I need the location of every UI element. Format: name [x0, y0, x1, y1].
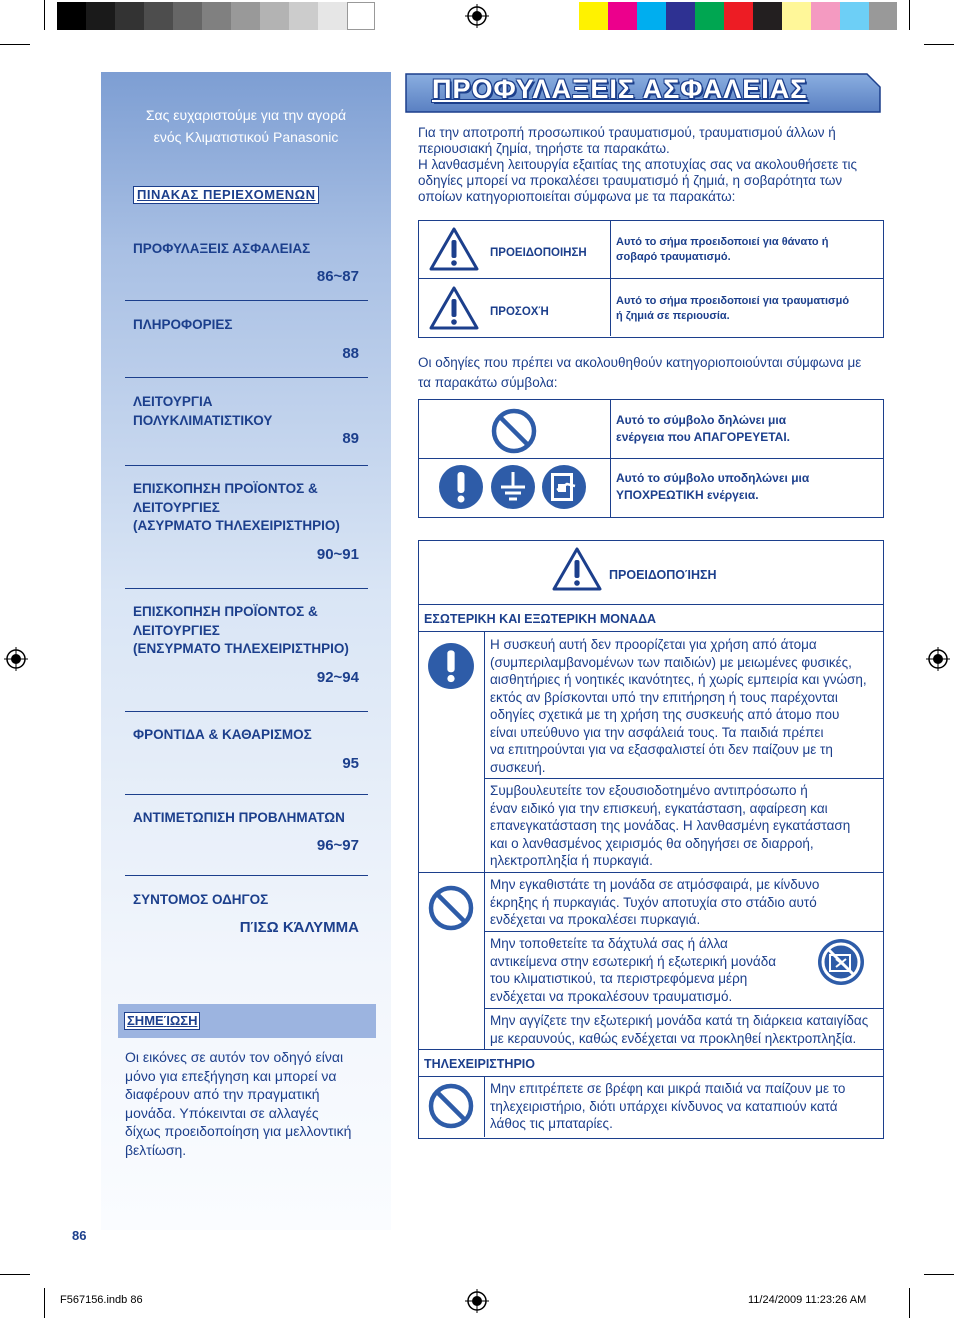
prohibited-icon — [427, 884, 475, 932]
section-heading-units: ΕΣΩΤΕΡΙΚΗ ΚΑΙ ΕΞΩΤΕΡΙΚΗ ΜΟΝΑΔΑ — [424, 612, 657, 626]
toc-divider — [125, 300, 368, 301]
mandatory-exclamation-icon — [427, 642, 475, 690]
toc-item-label[interactable]: ΑΝΤΙΜΕΤΩΠΙΣΗ ΠΡΟΒΛΗΜΑΤΩΝ — [133, 810, 345, 825]
toc-divider — [125, 794, 368, 795]
caution-triangle-icon — [428, 285, 480, 331]
prohibited-icon — [427, 1082, 475, 1130]
registration-mark-icon — [465, 1289, 489, 1313]
mandatory-desc: Αυτό το σύμβολο υποδηλώνει μια ΥΠΟΧΡΕΩΤΙΚΗ ενέργεια. — [616, 471, 810, 502]
registration-mark-icon — [926, 647, 950, 671]
page-title: ΠΡΟΦΥΛΑΞΕΙΣ ΑΣΦΑΛΕΙΑΣ — [432, 74, 808, 104]
toc-item-label[interactable]: ΕΠΙΣΚΟΠΗΣΗ ΠΡΟΪΟΝΤΟΣ & ΛΕΙΤΟΥΡΓΙΕΣ (ΕΝΣΥΡΜΑΤΟ ΤΗΛΕΧΕΙΡΙΣΤΗΡΙΟ) — [133, 604, 349, 656]
prohibited-desc: Αυτό το σύμβολο δηλώνει μια ενέργεια που ΑΠΑΓΟΡΕΥΕΤΑΙ. — [616, 413, 791, 444]
prohibited-icon — [490, 407, 538, 455]
toc-item-page: 96~97 — [316, 837, 359, 854]
warning-row-text: Η συσκευή αυτή δεν προορίζεται για χρήση από άτομα (συμπεριλαμβανομένων των παιδιών) με μειωμένες φυσικές, αισθητήριες ή νοητικές ικανότητες, ή χωρίς εμπειρία και γνώση, εκτός αν βρίσκονται υπό την επιτήρηση ή τους παρέχονται οδηγίες σχετικά με τη χρήση της συσκευής από άτομο που είναι υπεύθυνο για την ασφάλειά τους. Τα παιδιά πρέπει να επιτηρούνται για να εξασφαλιστεί ότι δεν παίζουν με τη συσκευή. — [490, 637, 867, 775]
warning-row-text: Μην αγγίζετε την εξωτερική μονάδα κατά τη διάρκεια καταιγίδας με κεραυνούς, καθώς ενδέχεται να προκληθεί ηλεκτροπληξία. — [490, 1013, 869, 1046]
note-text: Οι εικόνες σε αυτόν τον οδηγό είναι μόνο για επεξήγηση και μπορεί να διαφέρουν από την πραγματική μονάδα. Υπόκεινται σε αλλαγές δίχως προειδοποίηση για μελλοντική βελτίωση. — [125, 1049, 352, 1158]
registration-mark-icon — [4, 647, 28, 671]
warning-level-desc: Αυτό το σήμα προειδοποιεί για θάνατο ή σοβαρό τραυματισμό. — [616, 236, 829, 263]
toc-item-label[interactable]: ΣΥΝΤΟΜΟΣ ΟΔΗΓΟΣ — [133, 892, 269, 907]
registration-mark-icon — [465, 4, 489, 28]
toc-item-label[interactable]: ΠΡΟΦΥΛΑΞΕΙΣ ΑΣΦΑΛΕΙΑΣ — [133, 241, 311, 256]
toc-item-page: 92~94 — [316, 669, 359, 686]
toc-item-label[interactable]: ΠΛΗΡΟΦΟΡΙΕΣ — [133, 317, 233, 332]
warning-triangle-icon — [551, 546, 603, 592]
warning-row-text: Μην επιτρέπετε σε βρέφη και μικρά παιδιά να παίζουν με το τηλεχειριστήριο, διότι υπάρχει κίνδυνος να καταπιούν κατά λάθος τις μπαταρίες. — [490, 1081, 846, 1131]
section-heading-remote: ΤΗΛΕΧΕΙΡΙΣΤΗΡΙΟ — [424, 1057, 535, 1071]
note-heading: ΣΗΜΕΊΩΣΗ — [124, 1012, 200, 1030]
no-fingers-fan-icon — [816, 937, 866, 987]
toc-item-label[interactable]: ΦΡΟΝΤΙΔΑ & ΚΑΘΑΡΙΣΜΟΣ — [133, 727, 312, 742]
toc-item-page: 95 — [342, 755, 359, 772]
warning-row-text: Μην τοποθετείτε τα δάχτυλά σας ή άλλα αντικείμενα στην εσωτερική ή εξωτερική μονάδα του κλιματιστικού, τα περιστρεφόμενα μέρη ενδέχεται να προκαλέσουν τραυματισμό. — [490, 936, 777, 1004]
toc-divider — [125, 588, 368, 589]
unplug-icon — [541, 464, 587, 510]
toc-item-label[interactable]: ΕΠΙΣΚΟΠΗΣΗ ΠΡΟΪΟΝΤΟΣ & ΛΕΙΤΟΥΡΓΙΕΣ (ΑΣΥΡΜΑΤΟ ΤΗΛΕΧΕΙΡΙΣΤΗΡΙΟ) — [133, 481, 340, 533]
toc-divider — [125, 465, 368, 466]
toc-divider — [125, 711, 368, 712]
toc-item-page: ΠΊΣΩ ΚΆΛΥΜΜΑ — [239, 919, 359, 936]
page-number: 86 — [72, 1228, 87, 1243]
symbols-intro-text: Οι οδηγίες που πρέπει να ακολουθηθούν κατηγοριοποιούνται σύμφωνα με τα παρακάτω σύμβολα: — [418, 355, 862, 390]
warning-level-label: ΠΡΟΕΙΔΟΠΟΙΗΣΗ — [490, 247, 587, 259]
footer-file: F567156.indb 86 — [60, 1294, 143, 1306]
intro-text: Για την αποτροπή προσωπικού τραυματισμού, τραυματισμού άλλων ή περιουσιακή ζημία, τηρήστε τα παρακάτω. Η λανθασμένη λειτουργία εξαιτίας της αποτυχίας σας να ακολουθήσετε τις οδηγίες μπορεί να προκαλέσει τραυματισμό ή ζημιά, η σοβαρότητα των οποίων κατηγοριοποιείται σύμφωνα με τα παρακάτω: — [418, 125, 858, 204]
caution-level-label: ΠΡΟΣΟΧΉ — [490, 306, 549, 318]
toc-item-page: 89 — [342, 430, 359, 447]
caution-level-desc: Αυτό το σήμα προειδοποιεί για τραυματισμό ή ζημιά σε περιουσία. — [616, 295, 850, 322]
toc-item-page: 86~87 — [316, 268, 359, 285]
toc-item-page: 88 — [342, 345, 359, 362]
toc-item-page: 90~91 — [316, 546, 359, 563]
warning-box-header: ΠΡΟΕΙΔΟΠΟΊΗΣΗ — [609, 568, 717, 582]
thanks-text: Σας ευχαριστούμε για την αγορά ενός Κλιματιστικού Panasonic — [145, 107, 347, 145]
toc-heading: ΠΙΝΑΚΑΣ ΠΕΡΙΕΧΟΜΕΝΩΝ — [133, 186, 319, 204]
toc-item-label[interactable]: ΛΕΙΤΟΥΡΓΙΑ ΠΟΛΥΚΛΙΜΑΤΙΣΤΙΚΟΥ — [133, 394, 273, 428]
footer-datetime: 11/24/2009 11:23:26 AM — [748, 1294, 867, 1306]
mandatory-exclamation-icon — [438, 464, 484, 510]
warning-triangle-icon — [428, 226, 480, 272]
warning-row-text: Μην εγκαθιστάτε τη μονάδα σε ατμόσφαιρά, με κίνδυνο έκρηξης ή πυρκαγιάς. Τυχόν αποτυχία στο στάδιο αυτό ενδέχεται να προκαλέσει πυρκαγιά. — [490, 877, 820, 927]
ground-icon — [490, 464, 536, 510]
toc-divider — [125, 377, 368, 378]
warning-row-text: Συμβουλευτείτε τον εξουσιοδοτημένο αντιπρόσωπο ή έναν ειδικό για την επισκευή, εγκατάσταση, αφαίρεση και επανεγκατάσταση της μονάδας. Η λανθασμένη εγκατάσταση και ο λανθασμένος χειρισμός θα οδηγήσει σε διαρροή, ηλεκτροπληξία ή πυρκαγιά. — [490, 783, 851, 868]
toc-divider — [125, 875, 368, 876]
